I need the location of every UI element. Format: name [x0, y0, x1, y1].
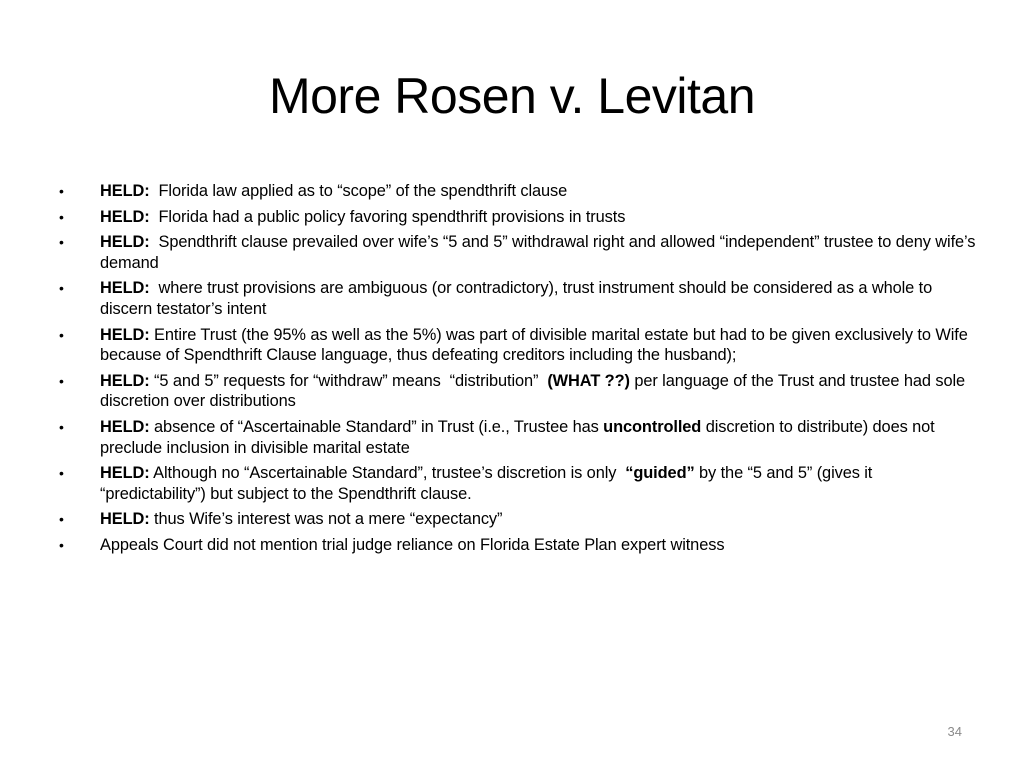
bullet-text: Entire Trust (the 95% as well as the 5%) was part of divisible marital estate but had to be given exclusively to Wife because of Spendthrift Clause language, thus defeating creditors including the husband);: [100, 325, 973, 365]
bullet-icon: •: [59, 183, 64, 199]
held-label: HELD:: [100, 182, 150, 200]
bullet-text: Although no “Ascertainable Standard”, trustee’s discretion is only: [149, 464, 626, 483]
bullet-text: Florida law applied as to “scope” of the spendthrift clause: [149, 182, 568, 200]
bullet-item-1: [56, 181, 976, 202]
emphasis-text: (WHAT ??): [547, 371, 630, 390]
bullet-icon: •: [59, 326, 64, 343]
held-label: HELD:: [100, 207, 150, 226]
bullet-text: discretion to distribute) does not preclude inclusion in divisible marital estate: [100, 417, 940, 457]
bullet-item-8: [56, 463, 976, 504]
held-label: HELD:: [100, 417, 150, 436]
bullet-item-2: [56, 207, 976, 228]
bullet-text: Appeals Court did not mention trial judge reliance on Florida Estate Plan expert witness: [100, 535, 725, 554]
held-label: HELD:: [100, 371, 150, 390]
bullet-list: [56, 181, 980, 561]
bullet-item-6: [56, 371, 976, 412]
held-label: HELD:: [100, 279, 150, 298]
bullet-item-3: [56, 232, 980, 273]
slide-title: More Rosen v. Levitan: [268, 68, 756, 124]
bullet-text: where trust provisions are ambiguous (or contradictory), trust instrument should be considered as a whole to discern testator’s intent: [100, 279, 937, 318]
bullet-icon: •: [59, 208, 64, 225]
bullet-text: by the “5 and 5” (gives it “predictability”) but subject to the Spendthrift clause.: [100, 464, 877, 503]
bullet-item-10: [56, 535, 976, 556]
held-label: HELD:: [100, 464, 150, 483]
bullet-icon: •: [59, 372, 64, 389]
bullet-item-5: [56, 325, 976, 366]
held-label: HELD:: [100, 325, 150, 344]
held-label: HELD:: [100, 510, 150, 529]
bullet-item-4: [56, 278, 976, 319]
bullet-text: Florida had a public policy favoring spendthrift provisions in trusts: [149, 207, 626, 226]
bullet-text: Spendthrift clause prevailed over wife’s “5 and 5” withdrawal right and allowed “independent” trustee to deny wife’s demand: [100, 233, 980, 272]
bullet-item-9: [56, 509, 976, 530]
page-number: 34: [947, 724, 962, 739]
bullet-icon: •: [59, 234, 64, 251]
emphasis-text: “guided”: [625, 464, 695, 483]
bullet-item-7: [56, 417, 976, 458]
emphasis-text: uncontrolled: [603, 417, 702, 436]
bullet-text: per language of the Trust and trustee had sole discretion over distributions: [100, 371, 970, 411]
held-label: HELD:: [100, 233, 150, 252]
bullet-icon: •: [59, 536, 64, 553]
bullet-icon: •: [59, 280, 64, 297]
bullet-text: “5 and 5” requests for “withdraw” means “distribution”: [149, 371, 548, 390]
bullet-icon: •: [59, 511, 64, 528]
bullet-icon: •: [59, 418, 64, 435]
bullet-text: absence of “Ascertainable Standard” in Trust (i.e., Trustee has: [149, 417, 604, 436]
bullet-icon: •: [59, 465, 64, 482]
bullet-text: thus Wife’s interest was not a mere “expectancy”: [149, 510, 503, 529]
